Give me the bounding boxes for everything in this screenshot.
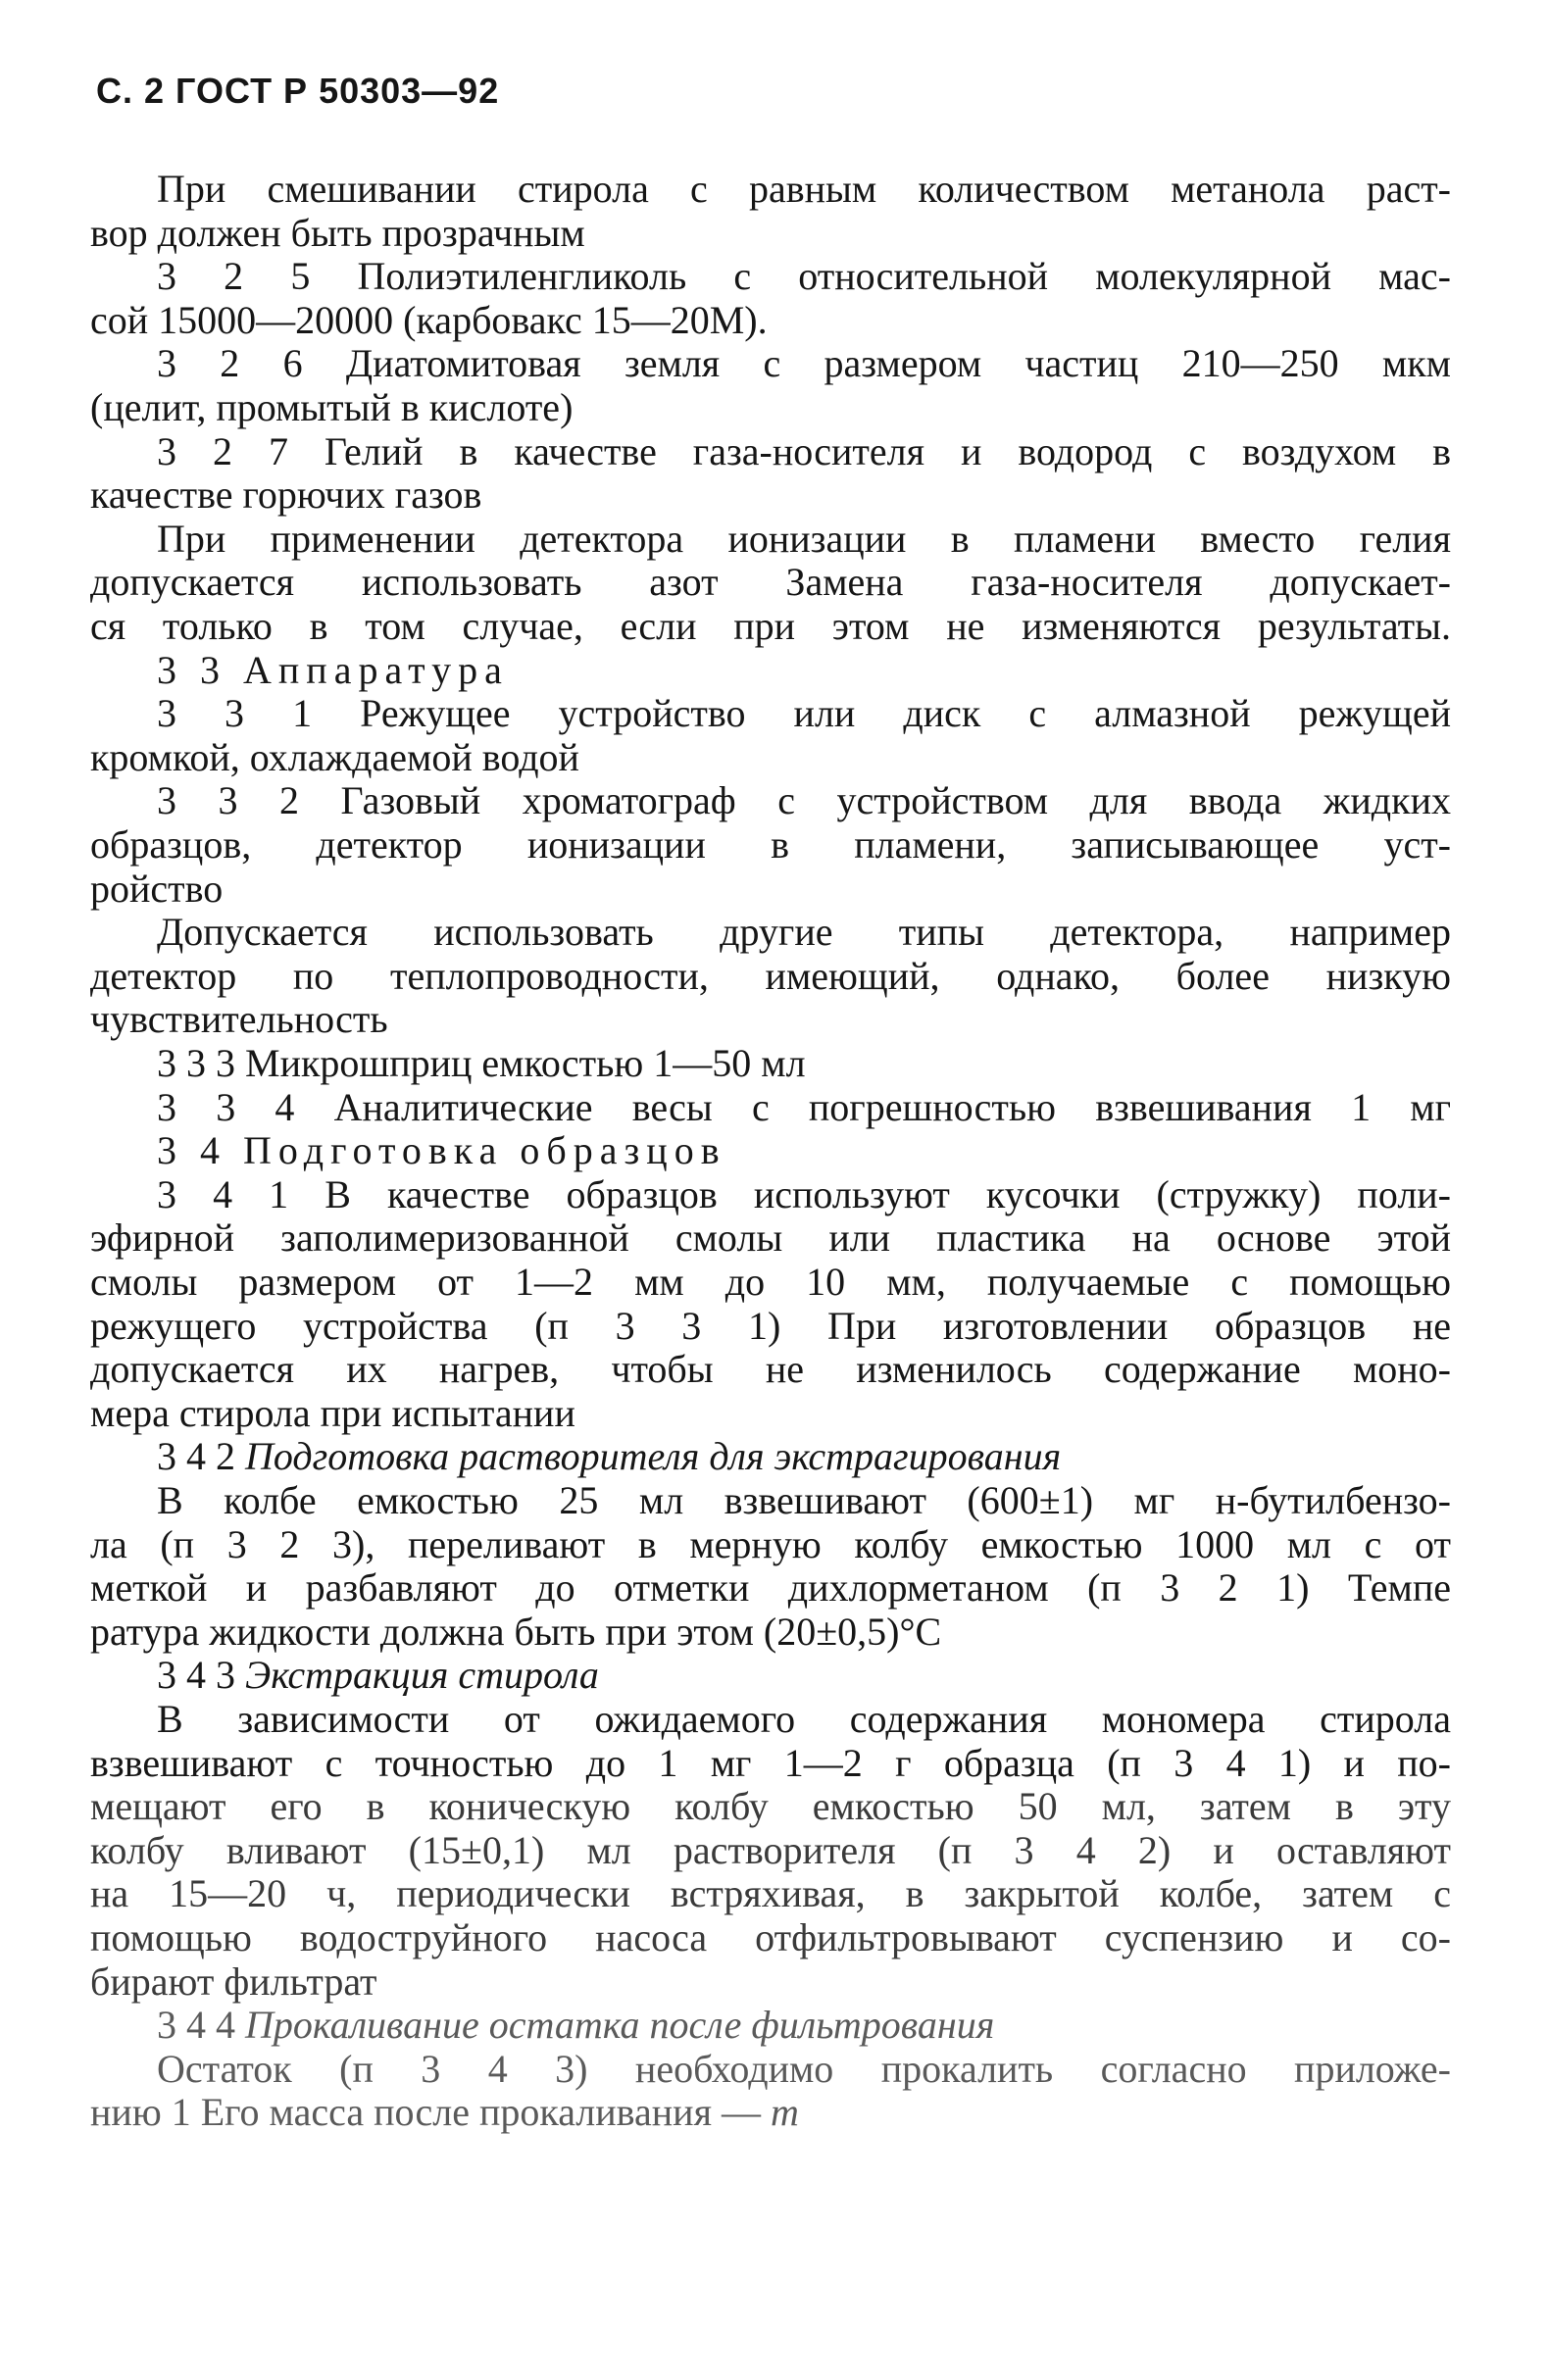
text-line-content: вор должен быть прозрачным bbox=[90, 210, 585, 255]
text-line-content: 3 3 Аппаратура bbox=[157, 647, 509, 692]
text-line bbox=[90, 1260, 1451, 1305]
text-line-content: 3 4 1 В качестве образцов используют кусочки (стружку) поли- bbox=[157, 1171, 1451, 1216]
italic-text: m bbox=[770, 2090, 799, 2135]
text-line bbox=[90, 1304, 1451, 1349]
text-line-content: на 15—20 ч, периодически встряхивая, в закрытой колбе, затем с bbox=[90, 1871, 1451, 1916]
text-line bbox=[90, 867, 1451, 912]
text-line bbox=[90, 1215, 1451, 1261]
text-line-content: При смешивании стирола с равным количеством метанола раст- bbox=[157, 167, 1451, 211]
text-line bbox=[90, 604, 1451, 649]
text-line-content: ройство bbox=[90, 866, 224, 911]
text-line bbox=[90, 1915, 1451, 1960]
text-line-content: образцов, детектор ионизации в пламени, записывающее уст- bbox=[90, 822, 1451, 867]
text-line-content: 3 2 7 Гелий в качестве газа-носителя и водород с воздухом в bbox=[157, 428, 1451, 473]
text-line bbox=[90, 2003, 1451, 2048]
text-line bbox=[90, 1128, 1451, 1173]
text-line-content: Остаток (п 3 4 3) необходимо прокалить согласно приложе- bbox=[157, 2046, 1451, 2091]
text-line-content: меткой и разбавляют до отметки дихлорметаном (п 3 2 1) Темпе bbox=[90, 1565, 1451, 1611]
italic-text: Экстракция стирола bbox=[245, 1653, 599, 1698]
text-line bbox=[90, 2047, 1451, 2092]
text-line bbox=[90, 1347, 1451, 1392]
text-line-content: смолы размером от 1—2 мм до 10 мм, получаемые с помощью bbox=[90, 1260, 1451, 1304]
text-line-content: ратура жидкости должна быть при этом (20±0,5)°С bbox=[90, 1609, 942, 1654]
text-line bbox=[90, 211, 1451, 256]
text-line bbox=[90, 822, 1451, 868]
text-line bbox=[90, 778, 1451, 823]
text-line bbox=[90, 429, 1451, 474]
text-line bbox=[90, 385, 1451, 430]
text-line bbox=[90, 997, 1451, 1042]
text-line-content: сой 15000—20000 (карбовакс 15—20М). bbox=[90, 297, 768, 342]
text-line-content: чувствительность bbox=[90, 997, 388, 1042]
text-line-content: детектор по теплопроводности, имеющий, однако, более низкую bbox=[90, 953, 1451, 998]
text-line bbox=[90, 954, 1451, 999]
text-line bbox=[90, 1697, 1451, 1742]
text-line-content: допускается использовать азот Замена газа-носителя допускает- bbox=[90, 560, 1451, 605]
text-line-content: режущего устройства (п 3 3 1) При изготовлении образцов не bbox=[90, 1303, 1451, 1348]
text-line-content: При применении детектора ионизации в пламени вместо гелия bbox=[157, 516, 1451, 561]
text-line-content: эфирной заполимеризованной смолы или пластика на основе этой bbox=[90, 1215, 1451, 1261]
text-line-content: 3 4 3 bbox=[157, 1653, 245, 1698]
text-line bbox=[90, 1959, 1451, 2005]
text-line-content: помощью водоструйного насоса отфильтровывают суспензию и со- bbox=[90, 1915, 1451, 1959]
text-line-content: 3 3 2 Газовый хроматограф с устройством для ввода жидких bbox=[157, 778, 1451, 823]
text-line bbox=[90, 1610, 1451, 1655]
text-line-content: В зависимости от ожидаемого содержания мономера стирола bbox=[157, 1697, 1451, 1741]
text-line-content: В колбе емкостью 25 мл взвешивают (600±1) мг н-бутилбензо- bbox=[157, 1478, 1451, 1522]
text-line bbox=[90, 1478, 1451, 1523]
text-line-content: ся только в том случае, если при этом не изменяются результаты. bbox=[90, 604, 1451, 648]
text-line-content: 3 3 4 Аналитические весы с погрешностью взвешивания 1 мг bbox=[157, 1084, 1451, 1129]
text-line bbox=[90, 1434, 1451, 1479]
text-line bbox=[90, 341, 1451, 386]
text-line bbox=[90, 2090, 1451, 2135]
text-line bbox=[90, 254, 1451, 299]
text-line-content: 3 4 4 bbox=[157, 2003, 245, 2048]
text-line-content: 3 4 2 bbox=[157, 1434, 245, 1479]
italic-text: Прокаливание остатка после фильтрования bbox=[245, 2003, 995, 2048]
text-line-content: 3 2 5 Полиэтиленгликоль с относительной молекулярной мас- bbox=[157, 254, 1451, 299]
text-line bbox=[90, 691, 1451, 736]
text-line bbox=[90, 167, 1451, 212]
text-line bbox=[90, 648, 1451, 693]
text-line bbox=[90, 1784, 1451, 1829]
text-line bbox=[90, 1653, 1451, 1698]
text-line bbox=[90, 910, 1451, 955]
italic-text: Подготовка растворителя для экстрагирования bbox=[245, 1434, 1062, 1479]
text-line-content: ла (п 3 2 3), переливают в мерную колбу емкостью 1000 мл с от bbox=[90, 1521, 1451, 1566]
text-line bbox=[90, 1085, 1451, 1130]
text-line-content: колбу вливают (15±0,1) мл растворителя (п 3 4 2) и оставляют bbox=[90, 1827, 1451, 1872]
text-line bbox=[90, 298, 1451, 343]
text-line-content: взвешивают с точностью до 1 мг 1—2 г образца (п 3 4 1) и по- bbox=[90, 1740, 1451, 1785]
text-line-content: 3 3 1 Режущее устройство или диск с алмазной режущей bbox=[157, 691, 1451, 736]
text-line-content: мещают его в коническую колбу емкостью 50 мл, затем в эту bbox=[90, 1784, 1451, 1829]
text-line bbox=[90, 560, 1451, 605]
text-line bbox=[90, 517, 1451, 562]
text-line-content: качестве горючих газов bbox=[90, 472, 482, 518]
text-line-content: (целит, промытый в кислоте) bbox=[90, 385, 574, 429]
text-line-content: 3 2 6 Диатомитовая земля с размером частиц 210—250 мкм bbox=[157, 341, 1451, 386]
text-line-content: 3 3 3 Микрошприц емкостью 1—50 мл bbox=[157, 1041, 806, 1085]
text-line bbox=[90, 1741, 1451, 1786]
text-line-content: мера стирола при испытании bbox=[90, 1390, 575, 1435]
text-line bbox=[90, 1522, 1451, 1567]
text-line bbox=[90, 1828, 1451, 1873]
text-line-content: нию 1 Его масса после прокаливания — bbox=[90, 2090, 771, 2135]
text-line bbox=[90, 1391, 1451, 1436]
text-line-content: допускается их нагрев, чтобы не изменилось содержание моно- bbox=[90, 1347, 1451, 1392]
text-line-content: 3 4 Подготовка образцов bbox=[157, 1128, 726, 1173]
text-line bbox=[90, 1565, 1451, 1611]
text-line bbox=[90, 735, 1451, 780]
text-line bbox=[90, 1041, 1451, 1086]
text-line-content: кромкой, охлаждаемой водой bbox=[90, 734, 579, 779]
text-line bbox=[90, 472, 1451, 518]
page-header: С. 2 ГОСТ Р 50303—92 bbox=[96, 71, 500, 111]
text-line-content: Допускается использовать другие типы детектора, например bbox=[157, 910, 1451, 955]
text-line bbox=[90, 1871, 1451, 1916]
text-line-content: бирают фильтрат bbox=[90, 1959, 377, 2004]
text-line bbox=[90, 1172, 1451, 1217]
